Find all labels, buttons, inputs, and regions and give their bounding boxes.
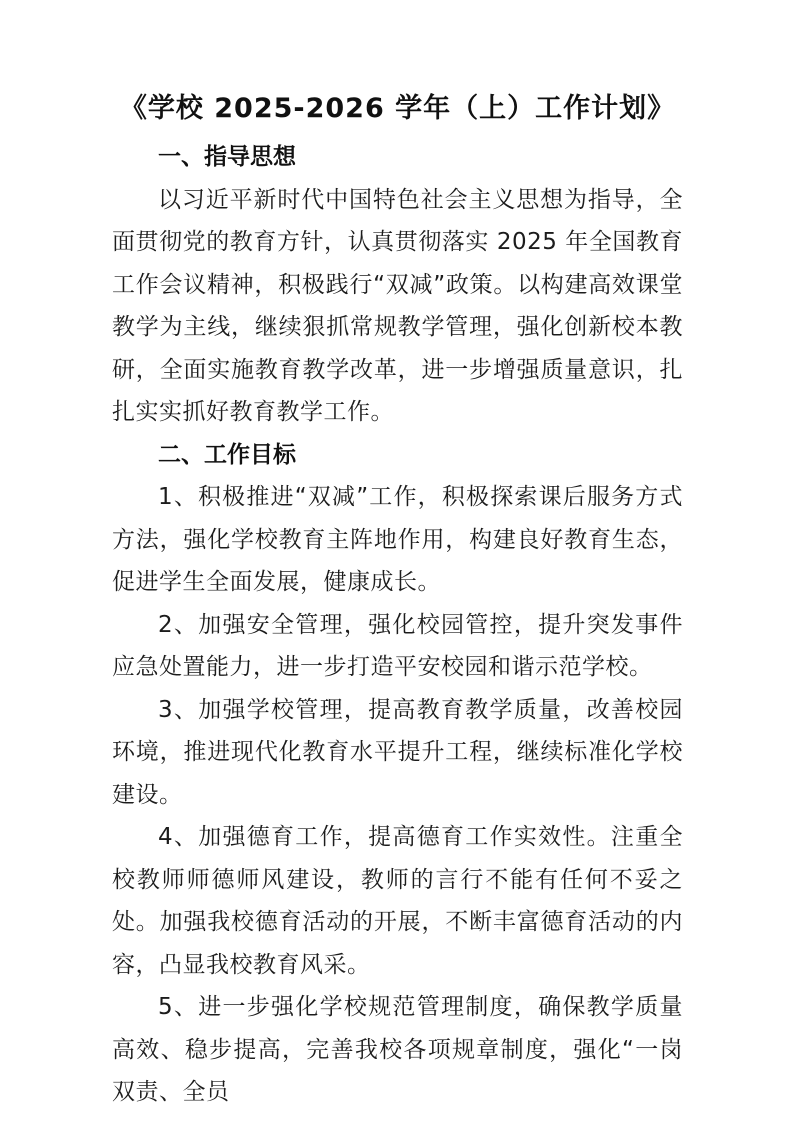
document-title: 《学校 2025-2026 学年（上）工作计划》 [119, 93, 676, 124]
paragraph-goal-4: 4、加强德育工作，提高德育工作实效性。注重全校教师师德师风建设，教师的言行不能有任何不妥之处。加强我校德育活动的开展，不断丰富德育活动的内容，凸显我校教育风采。 [112, 824, 683, 978]
paragraph-goal-5: 5、进一步强化学校规范管理制度，确保教学质量高效、稳步提高，完善我校各项规章制度，强化“一岗双责、全员 [112, 994, 683, 1105]
paragraph-goal-1: 1、积极推进“双减”工作，积极探索课后服务方式方法，强化学校教育主阵地作用，构建良好教育生态，促进学生全面发展，健康成长。 [112, 484, 683, 595]
section-heading-guiding-ideology: 一、指导思想 [158, 144, 296, 170]
paragraph-goal-3: 3、加强学校管理，提高教育教学质量，改善校园环境，推进现代化教育水平提升工程，继续标准化学校建设。 [112, 696, 683, 808]
paragraph-guiding-ideology: 以习近平新时代中国特色社会主义思想为指导，全面贯彻党的教育方针，认真贯彻落实 2025 年全国教育工作会议精神，积极践行“双减”政策。以构建高效课堂教学为主线，继续狠抓常规教学管理，强化创新校本教研，全面实施教育教学改革，进一步增强质量意识，扎扎实实抓好教育教学工作。 [112, 186, 683, 425]
section-heading-work-goals: 二、工作目标 [158, 441, 296, 468]
paragraph-goal-2: 2、加强安全管理，强化校园管控，提升突发事件应急处置能力，进一步打造平安校园和谐示范学校。 [112, 611, 683, 680]
